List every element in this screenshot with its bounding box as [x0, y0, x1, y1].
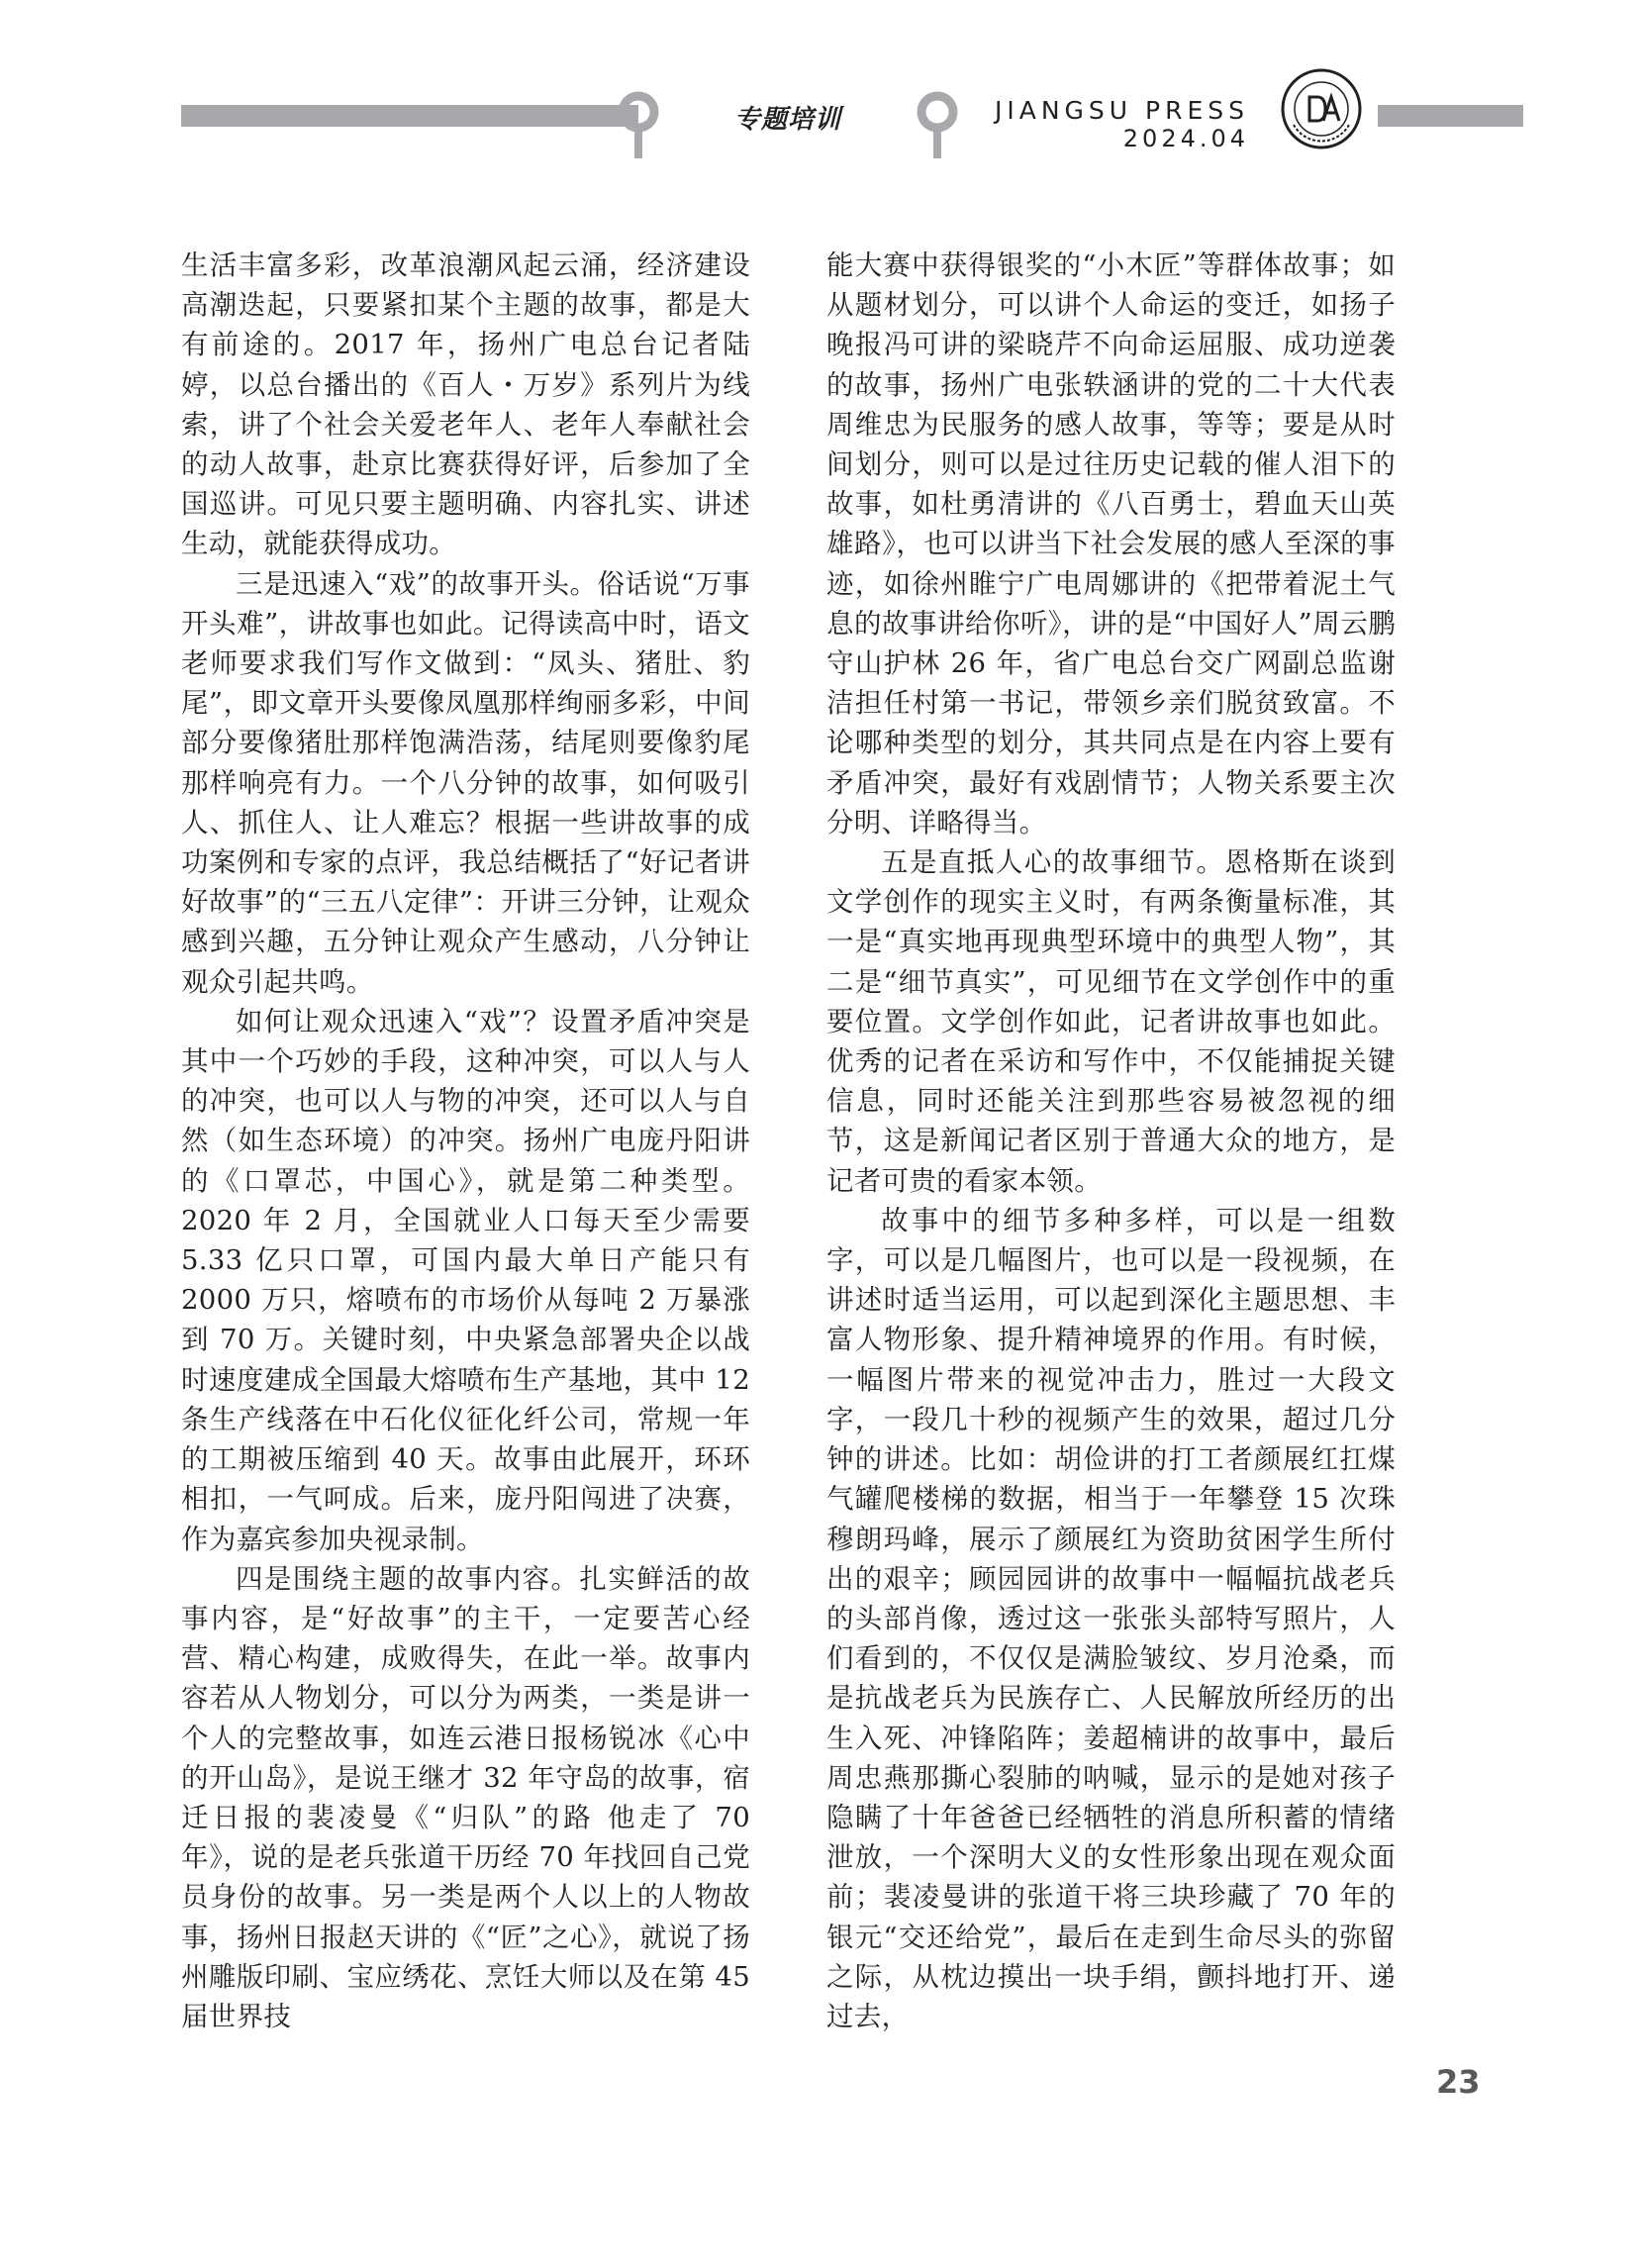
paragraph: 能大赛中获得银奖的“小木匠”等群体故事；如从题材划分，可以讲个人命运的变迁，如扬子晚报冯可讲的梁晓芹不向命运屈服、成功逆袭的故事，扬州广电张轶涵讲的党的二十大代表周维忠为民服务的感人故事，等等；要是从时间划分，则可以是过往历史记载的催人泪下的故事，如杜勇清讲的《八百勇士，碧血天山英雄路》，也可以讲当下社会发展的感人至深的事迹，如徐州睢宁广电周娜讲的《把带着泥土气息的故事讲给你听》，讲的是“中国好人”周云鹏守山护林 26 年，省广电总台交广网副总监谢洁担任村第一书记，带领乡亲们脱贫致富。不论哪种类型的划分，其共同点是在内容上要有矛盾冲突，最好有戏剧情节；人物关系要主次分明、详略得当。: [826, 249, 1396, 838]
left-column: [181, 246, 750, 2036]
paragraph: 三是迅速入“戏”的故事开头。俗话说“万事开头难”，讲故事也如此。记得读高中时，语文老师要求我们写作文做到：“凤头、猪肚、豹尾”，即文章开头要像凤凰那样绚丽多彩，中间部分要像猪肚那样饱满浩荡，结尾则要像豹尾那样响亮有力。一个八分钟的故事，如何吸引人、抓住人、让人难忘？根据一些讲故事的成功案例和专家的点评，我总结概括了“好记者讲好故事”的“三五八定律”：开讲三分钟，让观众感到兴趣，五分钟让观众产生感动，八分钟让观众引起共鸣。: [181, 567, 750, 998]
paragraph: 四是围绕主题的故事内容。扎实鲜活的故事内容，是“好故事”的主干，一定要苦心经营、精心构建，成败得失，在此一举。故事内容若从人物划分，可以分为两类，一类是讲一个人的完整故事，如连云港日报杨锐冰《心中的开山岛》，是说王继才 32 年守岛的故事，宿迁日报的裴凌曼《“归队”的路 他走了 70 年》，说的是老兵张道干历经 70 年找回自己党员身份的故事。另一类是两个人以上的人物故事，扬州日报赵天讲的《“匠”之心》，就说了扬州雕版印刷、宝应绣花、烹饪大师以及在第 45 届世界技: [181, 1562, 750, 2032]
association-seal-logo: [1280, 67, 1363, 150]
paragraph: 故事中的细节多种多样，可以是一组数字，可以是几幅图片，也可以是一段视频，在讲述时适当运用，可以起到深化主题思想、丰富人物形象、提升精神境界的作用。有时候，一幅图片带来的视觉冲击力，胜过一大段文字，一段几十秒的视频产生的效果，超过几分钟的讲述。比如：胡俭讲的打工者颜展红扛煤气罐爬楼梯的数据，相当于一年攀登 15 次珠穆朗玛峰，展示了颜展红为资助贫困学生所付出的艰辛；顾园园讲的故事中一幅幅抗战老兵的头部肖像，透过这一张张头部特写照片，人们看到的，不仅仅是满脸皱纹、岁月沧桑，而是抗战老兵为民族存亡、人民解放所经历的出生入死、冲锋陷阵；姜超楠讲的故事中，最后周忠燕那撕心裂肺的呐喊，显示的是她对孩子隐瞒了十年爸爸已经牺牲的消息所积蓄的情绪泄放，一个深明大义的女性形象出现在观众面前；裴凌曼讲的张道干将三块珍藏了 70 年的银元“交还给党”，最后在走到生命尽头的弥留之际，从枕边摸出一块手绢，颤抖地打开、递过去，: [826, 1204, 1396, 2032]
paragraph: 五是直抵人心的故事细节。恩格斯在谈到文学创作的现实主义时，有两条衡量标准，其一是“真实地再现典型环境中的典型人物”，其二是“细节真实”，可见细节在文学创作中的重要位置。文学创作如此，记者讲故事也如此。优秀的记者在采访和写作中，不仅能捕捉关键信息，同时还能关注到那些容易被忽视的细节，这是新闻记者区别于普通大众的地方，是记者可贵的看家本领。: [826, 846, 1396, 1197]
section-title: 专题培训: [734, 105, 842, 135]
press-masthead: [995, 97, 1249, 152]
location-pin-icon: [915, 91, 960, 160]
paragraph: 如何让观众迅速入“戏”？设置矛盾冲突是其中一个巧妙的手段，这种冲突，可以人与人的冲突，也可以人与物的冲突，还可以人与自然（如生态环境）的冲突。扬州广电庞丹阳讲的《口罩芯，中国心》，就是第二种类型。2020 年 2 月，全国就业人口每天至少需要 5.33 亿只口罩，可国内最大单日产能只有 2000 万只，熔喷布的市场价从每吨 2 万暴涨到 70 万。关键时刻，中央紧急部署央企以战时速度建成全国最大熔喷布生产基地，其中 12 条生产线落在中石化仪征化纤公司，常规一年的工期被压缩到 40 天。故事由此展开，环环相扣，一气呵成。后来，庞丹阳闯进了决赛，作为嘉宾参加央视录制。: [181, 1005, 750, 1555]
header-rule-left: [181, 105, 638, 127]
paragraph: 生活丰富多彩，改革浪潮风起云涌，经济建设高潮迭起，只要紧扣某个主题的故事，都是大有前途的。2017 年，扬州广电总台记者陆婷，以总台播出的《百人・万岁》系列片为线索，讲了个社会关爱老年人、老年人奉献社会的动人故事，赴京比赛获得好评，后参加了全国巡讲。可见只要主题明确、内容扎实、讲述生动，就能获得成功。: [181, 249, 750, 560]
header-rule-right: [1378, 105, 1523, 127]
page-number: 23: [1436, 2063, 1481, 2101]
right-column: [826, 246, 1396, 2036]
location-pin-icon: [616, 91, 661, 160]
press-name: JIANGSU PRESS: [995, 96, 1250, 125]
issue-date: 2024.04: [1122, 125, 1250, 152]
